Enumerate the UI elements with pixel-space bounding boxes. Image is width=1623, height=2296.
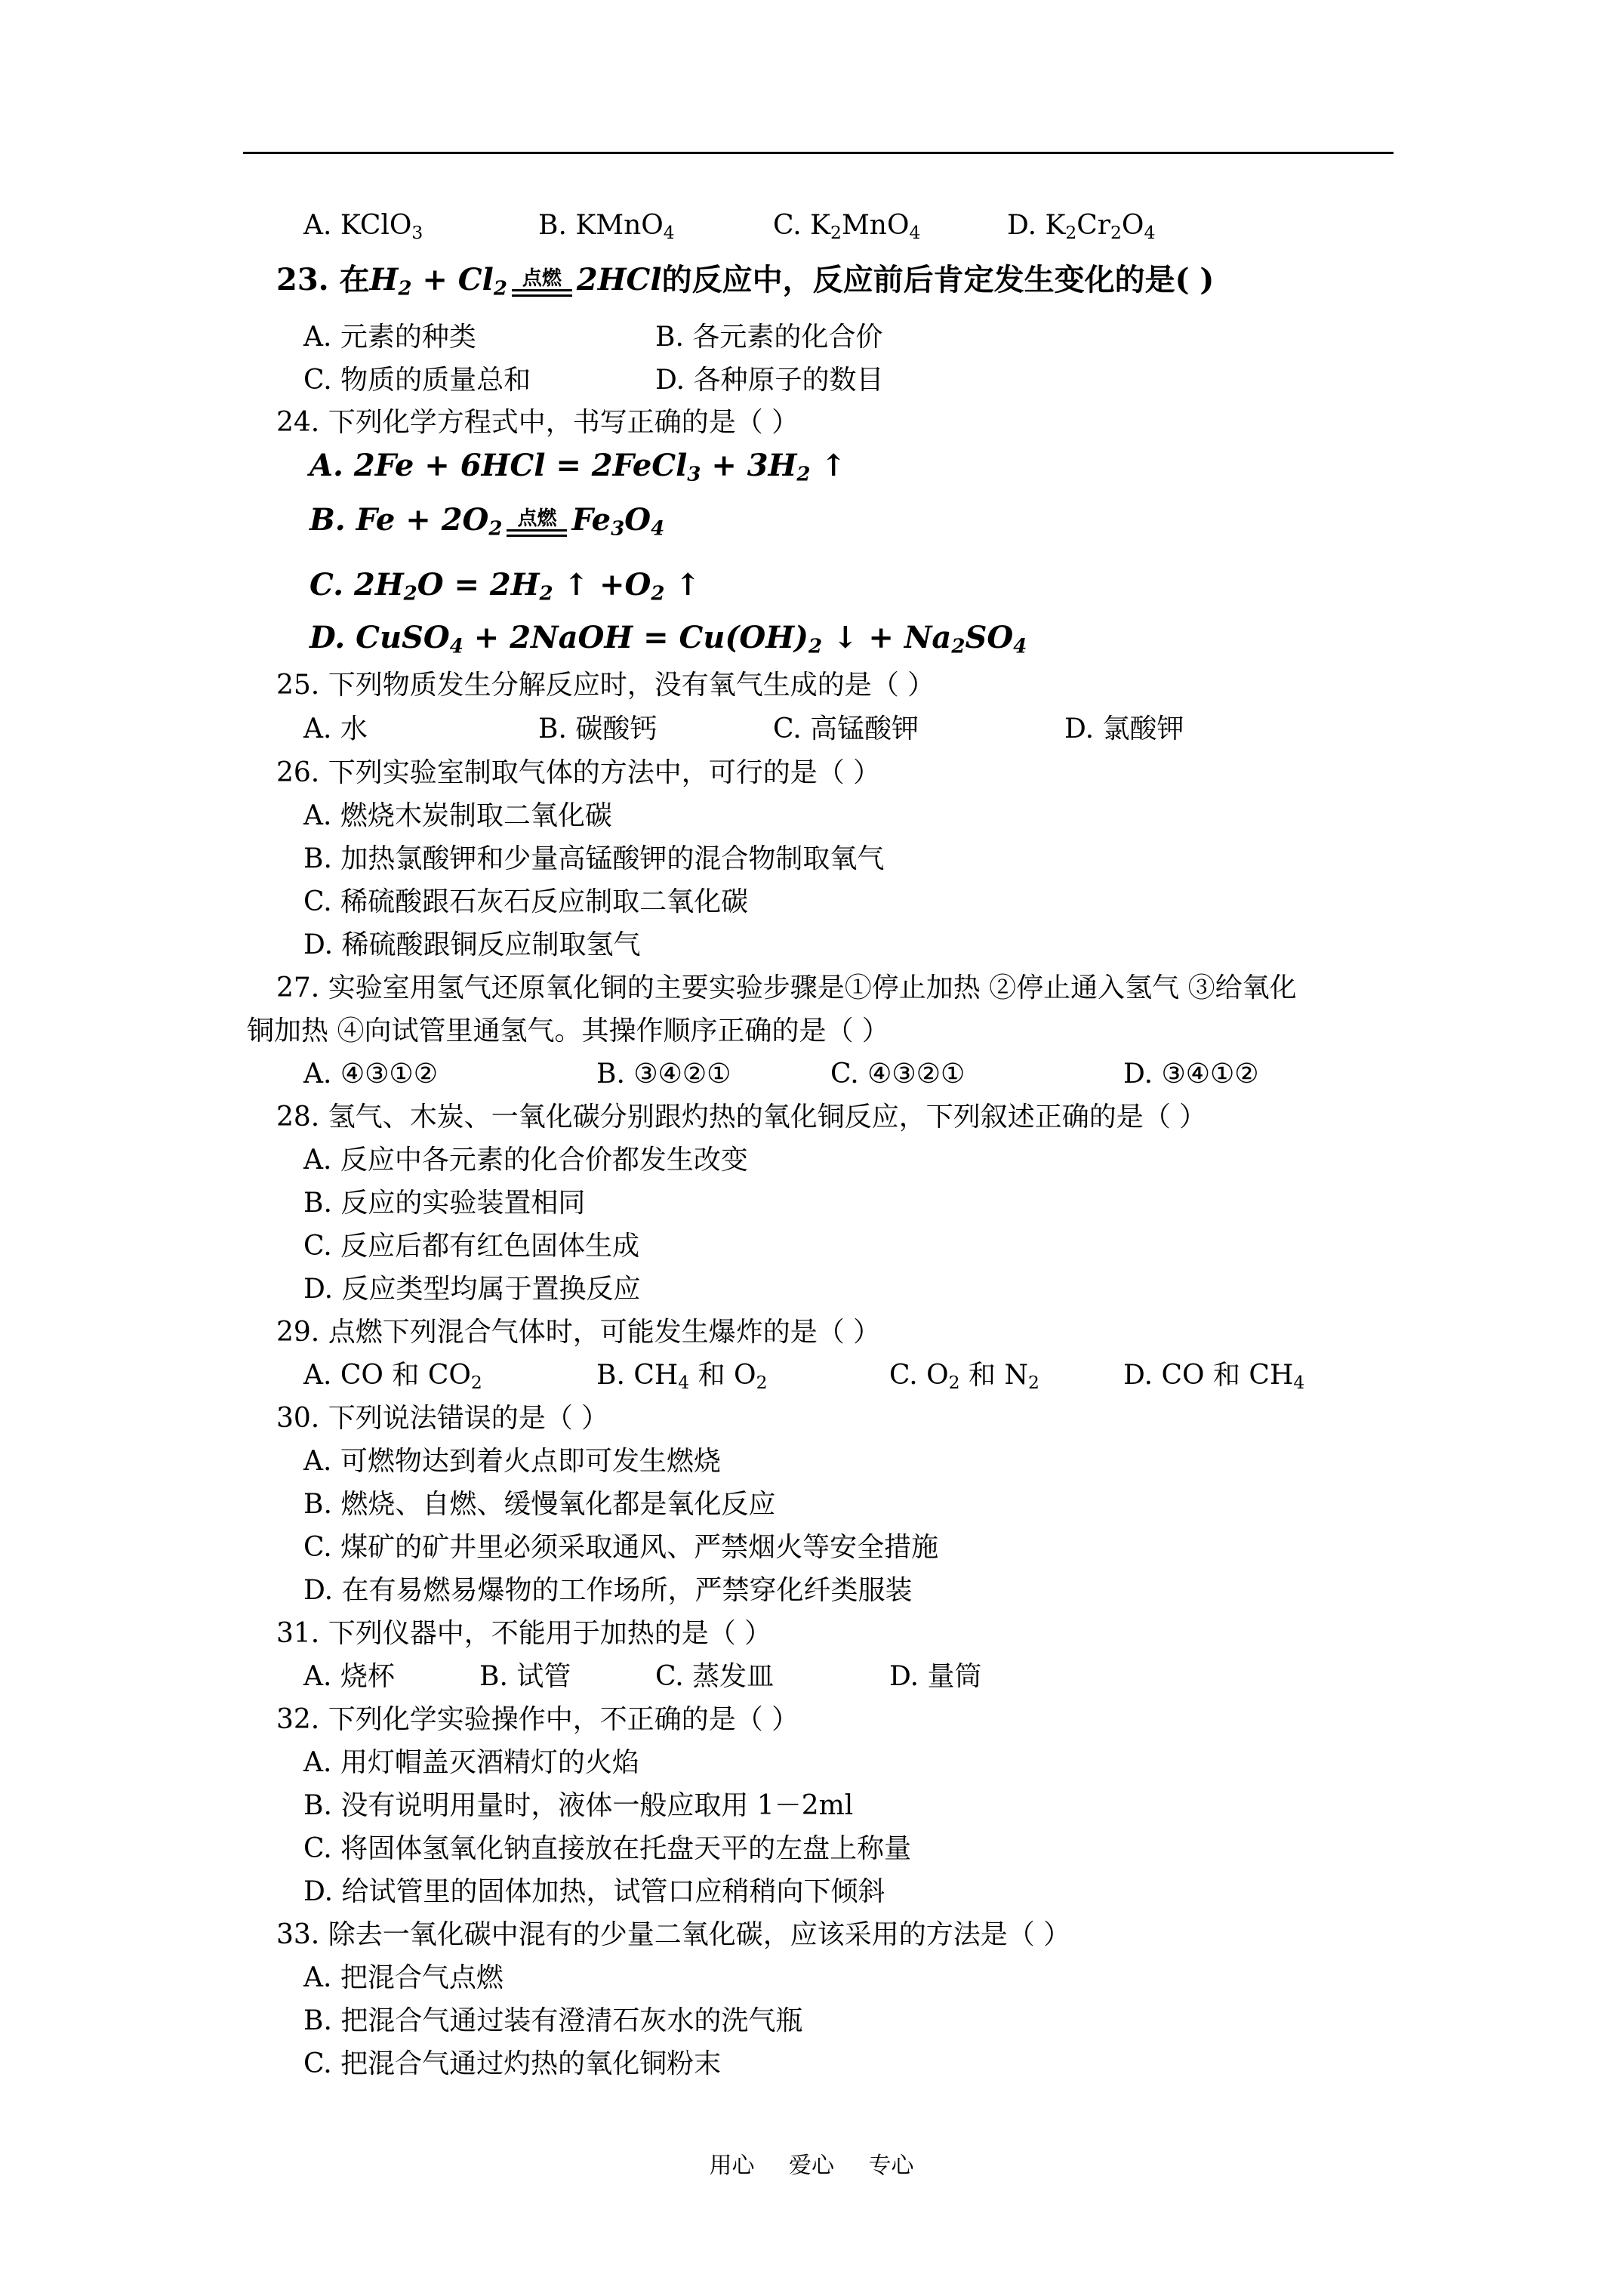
- q26-option-a: A. 燃烧木炭制取二氧化碳: [303, 800, 612, 831]
- q31-option-c: C. 蒸发皿: [655, 1661, 775, 1692]
- q24-option-c: C. $2H_2O = 2H_2$ ↑ $+O_2$ ↑: [310, 567, 701, 606]
- q22-option-c: C. $K_2MnO_4$: [773, 210, 921, 243]
- q23-option-a: A. 元素的种类: [303, 322, 476, 353]
- q27-stem-line1: 27. 实验室用氢气还原氧化铜的主要实验步骤是①停止加热 ②停止通入氢气 ③给氧化: [276, 972, 1297, 1003]
- q25-option-c: C. 高锰酸钾: [773, 713, 919, 744]
- q25-stem: 25. 下列物质发生分解反应时，没有氧气生成的是（ ）: [276, 670, 935, 701]
- q23-option-d: D. 各种原子的数目: [655, 365, 884, 396]
- q29-option-c: C. $O_2$ 和 $N_2$: [889, 1360, 1039, 1393]
- q33-option-a: A. 把混合气点燃: [303, 1962, 504, 1993]
- q30-option-b: B. 燃烧、自燃、缓慢氧化都是氧化反应: [303, 1489, 776, 1520]
- q26-stem: 26. 下列实验室制取气体的方法中，可行的是（ ）: [276, 757, 881, 788]
- q23-option-b: B. 各元素的化合价: [655, 322, 883, 353]
- q30-option-d: D. 在有易燃易爆物的工作场所，严禁穿化纤类服装: [303, 1575, 913, 1606]
- q31-stem: 31. 下列仪器中，不能用于加热的是（ ）: [276, 1618, 772, 1649]
- q26-option-b: B. 加热氯酸钾和少量高锰酸钾的混合物制取氧气: [303, 843, 885, 874]
- q27-option-d: D. ③④①②: [1123, 1059, 1259, 1089]
- q32-option-d: D. 给试管里的固体加热，试管口应稍稍向下倾斜: [303, 1876, 885, 1907]
- q30-option-c: C. 煤矿的矿井里必须采取通风、严禁烟火等安全措施: [303, 1532, 939, 1563]
- q22-option-a: A. KClO$_3$: [303, 210, 423, 243]
- q28-option-d: D. 反应类型均属于置换反应: [303, 1274, 641, 1305]
- q29-stem: 29. 点燃下列混合气体时，可能发生爆炸的是（ ）: [276, 1317, 881, 1348]
- q29-option-d: D. CO 和 $CH_4$: [1123, 1360, 1305, 1393]
- footer-word: 爱心: [789, 2153, 834, 2179]
- q22-option-b: B. KMnO$_4$: [538, 210, 675, 243]
- q32-option-c: C. 将固体氢氧化钠直接放在托盘天平的左盘上称量: [303, 1833, 912, 1864]
- footer-word: 用心: [709, 2153, 755, 2179]
- q30-option-a: A. 可燃物达到着火点即可发生燃烧: [303, 1446, 721, 1477]
- q32-stem: 32. 下列化学实验操作中，不正确的是（ ）: [276, 1704, 799, 1735]
- q25-option-b: B. 碳酸钙: [538, 713, 658, 744]
- q23-option-c: C. 物质的质量总和: [303, 365, 531, 396]
- q28-stem: 28. 氢气、木炭、一氧化碳分别跟灼热的氧化铜反应，下列叙述正确的是（ ）: [276, 1102, 1207, 1133]
- q24-option-b: B. $Fe + 2O_2$ 点燃 $Fe_3O_4$: [310, 502, 665, 541]
- q33-option-c: C. 把混合气通过灼热的氧化铜粉末: [303, 2048, 722, 2079]
- q23-stem: 23. 在$H_2 + Cl_2$ 点燃 2HCl的反应中，反应前后肯定发生变化的是( ): [276, 262, 1215, 300]
- q24-option-a: A. 2Fe + 6HCl = 2FeCl$_3$ + $3H_2$ ↑: [310, 448, 846, 486]
- q28-option-a: A. 反应中各元素的化合价都发生改变: [303, 1145, 748, 1176]
- q26-option-d: D. 稀硫酸跟铜反应制取氢气: [303, 929, 641, 960]
- q22-option-d: D. $K_2Cr_2O_4$: [1007, 210, 1156, 243]
- q26-option-c: C. 稀硫酸跟石灰石反应制取二氧化碳: [303, 886, 749, 917]
- q27-stem-line2: 铜加热 ④向试管里通氢气。其操作顺序正确的是（ ）: [247, 1015, 889, 1046]
- q31-option-b: B. 试管: [479, 1661, 571, 1692]
- q24-option-d: D. CuSO$_4$ + 2NaOH = $Cu(OH)_2$ ↓ + $Na_2SO_4$: [310, 620, 1027, 658]
- q28-option-c: C. 反应后都有红色固体生成: [303, 1231, 640, 1262]
- page-footer: [0, 2147, 1623, 2180]
- q27-option-a: A. ④③①②: [303, 1059, 438, 1089]
- q25-option-d: D. 氯酸钾: [1064, 713, 1184, 744]
- q25-option-a: A. 水: [303, 713, 368, 744]
- q27-option-b: B. ③④②①: [596, 1059, 731, 1089]
- q29-option-b: B. $CH_4$ 和 $O_2$: [596, 1360, 768, 1393]
- q32-option-b: B. 没有说明用量时，液体一般应取用 1－2ml: [303, 1790, 854, 1821]
- q27-option-c: C. ④③②①: [830, 1059, 965, 1089]
- q32-option-a: A. 用灯帽盖灭酒精灯的火焰: [303, 1747, 639, 1778]
- q31-option-d: D. 量筒: [889, 1661, 982, 1692]
- q31-option-a: A. 烧杯: [303, 1661, 395, 1692]
- q33-option-b: B. 把混合气通过装有澄清石灰水的洗气瓶: [303, 2005, 803, 2036]
- q24-stem: 24. 下列化学方程式中，书写正确的是（ ）: [276, 407, 799, 438]
- header-rule: [243, 152, 1394, 154]
- q29-option-a: A. CO 和 $CO_2$: [303, 1360, 482, 1393]
- footer-word: 专心: [868, 2153, 914, 2179]
- q33-stem: 33. 除去一氧化碳中混有的少量二氧化碳，应该采用的方法是（ ）: [276, 1919, 1071, 1950]
- q30-stem: 30. 下列说法错误的是（ ）: [276, 1403, 609, 1434]
- q28-option-b: B. 反应的实验装置相同: [303, 1188, 586, 1219]
